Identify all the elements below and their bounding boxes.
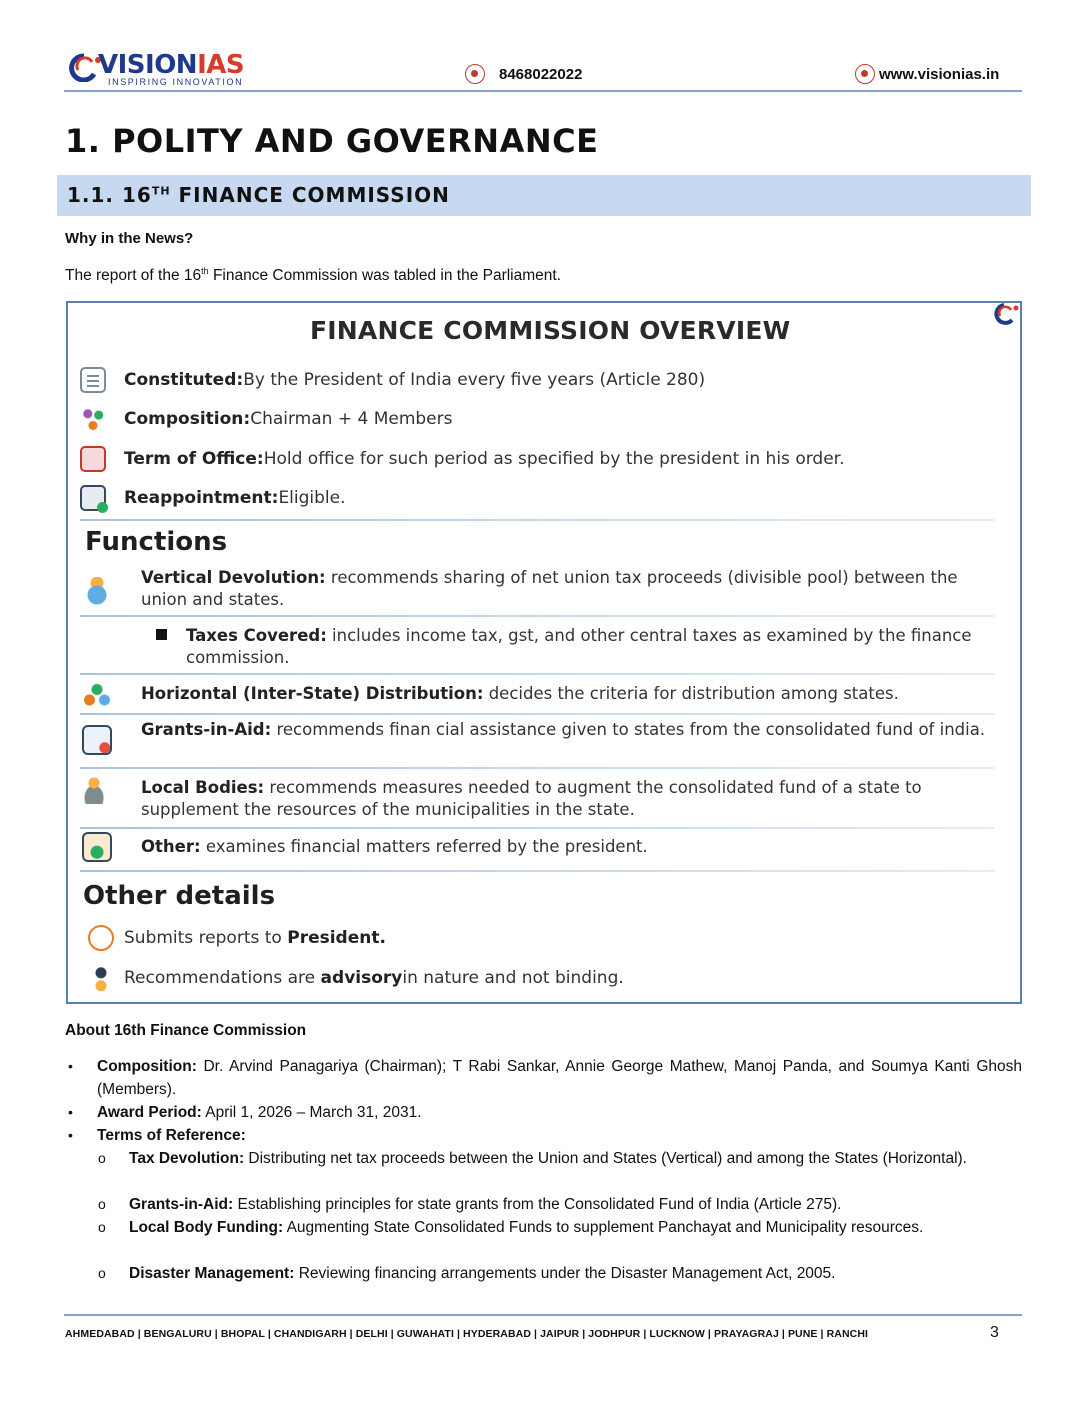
local-bodies-icon [82,774,112,804]
phone-number: 8468022022 [499,65,583,83]
divider [80,673,995,675]
sub-list-item: o Disaster Management: Reviewing financing arrangements under the Disaster Management Act, 2005. [98,1265,836,1282]
overview-constituted: Constituted: By the President of India every five years (Article 280) [80,365,705,395]
advisory-icon [88,965,114,991]
sub-list-item: o Tax Devolution: Distributing net tax proceeds between the Union and States (Vertical) and among the States (Horizontal). [98,1150,967,1167]
clipboard-icon [82,832,112,862]
distribution-icon [82,679,112,709]
intro-paragraph: The report of the 16th Finance Commission was tabled in the Parliament. [65,266,562,285]
globe-icon [855,64,875,84]
infographic-title: FINANCE COMMISSION OVERVIEW [310,316,791,345]
function-other: Other: examines financial matters referred by the president. [141,837,648,856]
function-taxes-covered: Taxes Covered: includes income tax, gst, and other central taxes as examined by the finance commission. [186,626,972,667]
list-item: • Terms of Reference: [68,1127,246,1144]
divider [80,767,995,769]
scroll-icon [80,367,106,393]
divider [80,519,995,521]
list-item: • Composition: Dr. Arvind Panagariya (Chairman); T Rabi Sankar, Annie George Mathew, Manoj Panda, and Soumya Kanti Ghosh (Members). [68,1058,1022,1098]
function-vertical-devolution: Vertical Devolution: recommends sharing of net union tax proceeds (divisible pool) between the union and states. [141,568,958,609]
infographic-logo-icon [990,302,1020,326]
logo-wordmark: VISIONIAS [98,50,245,80]
page-number: 3 [990,1324,999,1341]
divider [80,713,995,715]
header-phone[interactable] [465,62,582,86]
square-bullet-icon [156,629,167,640]
other-detail-reports: Submits reports to President. [88,923,386,953]
grants-icon [82,725,112,755]
overview-reappointment: Reappointment: Eligible. [80,483,346,513]
website-link: www.visionias.in [879,65,1000,83]
header-divider [64,90,1022,92]
chapter-title: 1. POLITY AND GOVERNANCE [65,122,599,160]
globe-hands-icon [82,577,112,607]
why-in-news-heading: Why in the News? [65,230,194,247]
footer-cities: AHMEDABAD | BENGALURU | BHOPAL | CHANDIGARH | DELHI | GUWAHATI | HYDERABAD | JAIPUR | JODHPUR | LUCKNOW | PRAYAGRAJ | PUNE | RANCHI [65,1328,869,1340]
id-card-icon [80,446,106,472]
divider [80,615,995,617]
logo-tagline: INSPIRING INNOVATION [108,77,244,87]
phone-icon [465,64,485,84]
seal-icon [88,925,114,951]
functions-title: Functions [85,527,228,557]
network-icon [80,406,106,432]
sub-list-item: o Local Body Funding: Augmenting State Consolidated Funds to supplement Panchayat and Municipality resources. [98,1219,924,1236]
function-horizontal-distribution: Horizontal (Inter-State) Distribution: decides the criteria for distribution among states. [141,684,899,703]
list-item: • Award Period: April 1, 2026 – March 31, 2031. [68,1104,422,1121]
other-detail-advisory: Recommendations are advisory in nature and not binding. [88,963,624,993]
sub-list-item: o Grants-in-Aid: Establishing principles for state grants from the Consolidated Fund of India (Article 275). [98,1196,842,1213]
function-grants-in-aid: Grants-in-Aid: recommends finan cial assistance given to states from the consolidated fund of india. [141,720,986,739]
divider [80,827,995,829]
section-heading: 1.1. 16TH FINANCE COMMISSION [67,183,450,207]
divider [80,870,995,872]
vision-ias-logo[interactable] [64,50,254,90]
about-heading: About 16th Finance Commission [65,1022,307,1039]
header-website[interactable] [855,62,999,86]
function-local-bodies: Local Bodies: recommends measures needed to augment the consolidated fund of a state to supplement the resources of the municipalities in the state. [141,778,922,819]
calendar-icon [80,485,106,511]
footer-divider [64,1314,1022,1316]
overview-term: Term of Office: Hold office for such period as specified by the president in his order. [80,444,845,474]
overview-composition: Composition: Chairman + 4 Members [80,404,453,434]
other-details-title: Other details [83,881,276,911]
